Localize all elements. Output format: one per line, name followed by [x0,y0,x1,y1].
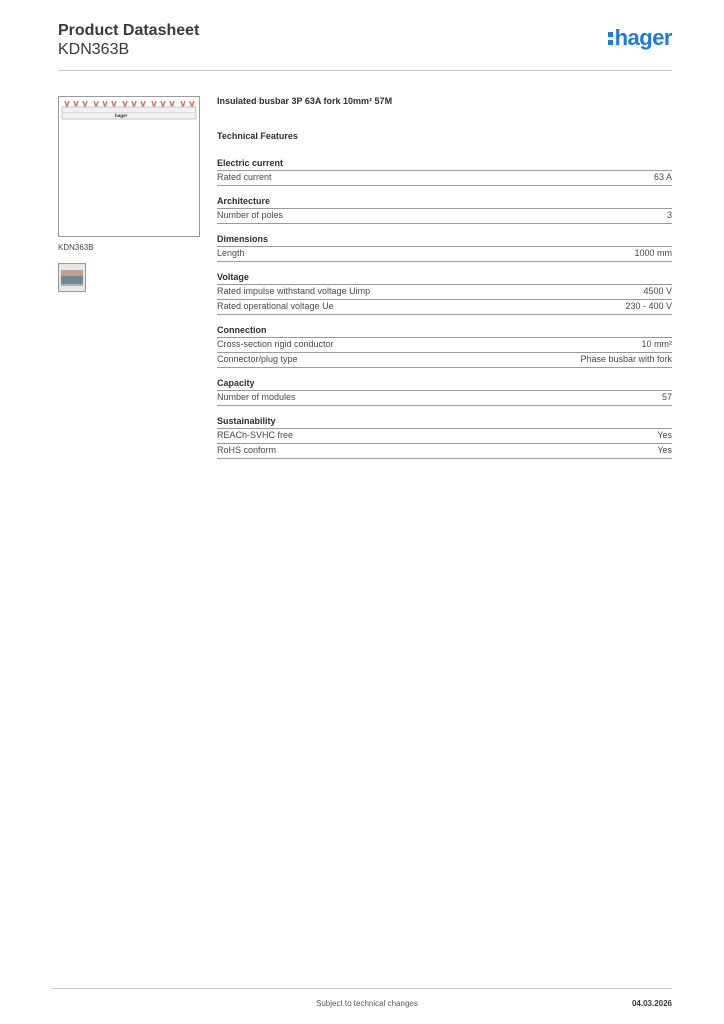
technical-features-heading: Technical Features [217,131,298,141]
feature-label: Cross-section rigid conductor [217,339,334,349]
feature-row [217,444,672,459]
feature-label: RoHS conform [217,445,277,455]
feature-group-sustainability [217,416,672,459]
feature-row [217,338,672,353]
feature-value: 1000 mm [634,248,672,258]
feature-group-dimensions [217,234,672,262]
feature-label: Number of modules [217,392,296,402]
feature-value: Phase busbar with fork [580,354,672,364]
feature-group-architecture [217,196,672,224]
technical-content [217,96,672,469]
feature-row [217,429,672,444]
feature-row [217,209,672,224]
image-caption: KDN363B [58,243,94,252]
page-header [58,22,672,71]
group-title: Architecture [217,196,672,209]
feature-value: 63 A [653,172,672,182]
feature-label: Rated current [217,172,272,182]
footer-date: 04.03.2026 [631,999,672,1008]
feature-value: 3 [666,210,672,220]
feature-row [217,247,672,262]
feature-label: Connector/plug type [217,354,298,364]
product-image [58,96,200,237]
feature-value: Yes [657,445,672,455]
logo-dots-icon [608,30,613,46]
busbar-illustration [59,97,199,236]
product-thumbnail[interactable] [58,263,86,292]
group-title: Dimensions [217,234,672,247]
feature-row [217,391,672,406]
thumbnail-image-icon [59,264,85,291]
product-description: Insulated busbar 3P 63A fork 10mm² 57M [217,96,393,106]
feature-row [217,285,672,300]
feature-value: 57 [661,392,672,402]
feature-row [217,300,672,315]
feature-label: Number of poles [217,210,284,220]
feature-row [217,171,672,186]
logo-text: hager [614,25,672,50]
busbar-forks [65,101,194,107]
group-title: Connection [217,325,672,338]
footer-note: Subject to technical changes [316,999,418,1008]
feature-group-capacity [217,378,672,406]
group-title: Voltage [217,272,672,285]
feature-value: Yes [657,430,672,440]
product-reference: KDN363B [58,41,130,58]
feature-group-voltage [217,272,672,315]
group-title: Capacity [217,378,672,391]
busbar-logo: hager [115,113,128,118]
feature-label: Rated impulse withstand voltage Uimp [217,286,371,296]
document-title: Product Datasheet [58,22,200,39]
feature-value: 230 - 400 V [625,301,672,311]
group-title: Sustainability [217,416,672,429]
feature-label: Length [217,248,245,258]
feature-label: Rated operational voltage Ue [217,301,334,311]
feature-value: 4500 V [643,286,672,296]
page-footer [52,988,672,1008]
feature-group-electric-current [217,158,672,186]
feature-row [217,353,672,368]
group-title: Electric current [217,158,672,171]
feature-label: REACh-SVHC free [217,430,294,440]
brand-logo [608,26,672,50]
feature-value: 10 mm² [641,339,672,349]
feature-group-connection [217,325,672,368]
